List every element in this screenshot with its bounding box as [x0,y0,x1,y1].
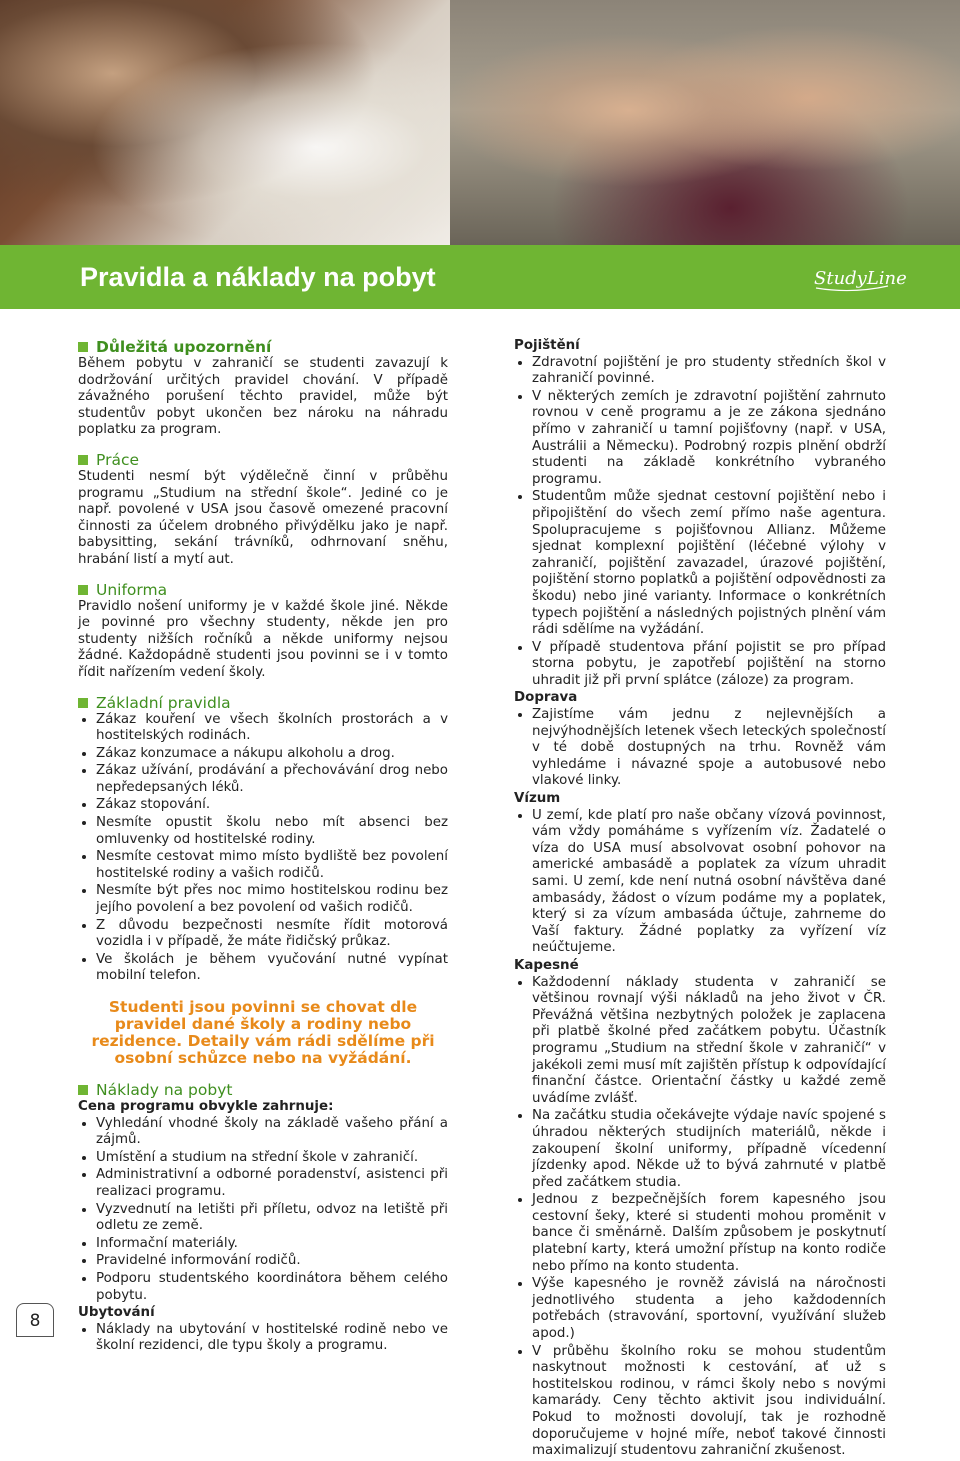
list-item: • Studentům může sjednat cestovní pojištění nebo i připojištění do všech zemí přímo naše agentura. Spolupracujeme s pojišťovnou Allianz. Můžeme sjednat komplexní pojištění (léčebné výlohy v zahraničí, pojištění zavazadel, úrazové pojištění, pojištění storno poplatků a pojištění odpovědnosti za škodu) nebo jiné varianty. Informace o konkrétních typech pojištění a následných pojistných plnění vám rádi sdělíme na vyžádání. [532,489,886,638]
list-item: • Vyhledání vhodné školy na základě vašeho přání a zájmů. [96,1116,448,1149]
subheading: Ubytování [78,1305,155,1321]
accommodation-list [78,1322,448,1355]
list-item: • Nesmíte být přes noc mimo hostitelskou rodinu bez jejího povolení a bez povolení od vašich rodičů. [96,883,448,916]
highlight-note: Studenti jsou povinni se chovat dle pravidel dané školy a rodiny nebo rezidence. Detaily vám rádi sdělíme při osobní schůzce nebo na vyžádání. [91,998,435,1067]
list-item: • V průběhu školního roku se mohou studentům naskytnout možnosti k cestování, ať už s hostitelskou rodinou, v rámci školy nebo s novými kamarády. Ceny těchto aktivit jsou individuální. Pokud to možnosti dovolují, tak je rozhodně doporučujeme v hojné míře, neboť takové činnosti maximalizují studentovu zahraniční zkušenost. [532,1344,886,1460]
transport-list [514,707,886,790]
paragraph: Studenti nesmí být výdělečně činní v průběhu programu „Studium na střední škole“. Jediné co je např. povolené v USA jsou časově omezené pracovní činnosti za účelem drobného přivýdělku jako je např. babysitting, sekání trávníků, odhrnovaní sněhu, hrabání listí a mytí aut. [78,468,448,567]
list-item: • V některých zemích je zdravotní pojištění zahrnuto rovnou v ceně programu a je ze zákona sjednáno přímo v zahraničí u tamní pojišťovny (např. v USA, Austrálii a Německu). Podrobný rozpis plnění obdrží studenti na základě konkrétního vybraného programu. [532,389,886,489]
square-bullet-icon [78,455,88,465]
section-heading: Základní pravidla [78,694,448,712]
list-item: • Zákaz stopování. [96,797,448,814]
square-bullet-icon [78,698,88,708]
section-heading: Náklady na pobyt [78,1081,448,1099]
paragraph: Pravidlo nošení uniformy je v každé škole jiné. Někde je povinné pro všechny studenty, někde jen pro studenty nižších ročníků a někde uniformy nejsou žádné. Každopádně studenti jsou povinni se i v tomto řídit nařízením vedení školy. [78,598,448,680]
list-item: • Informační materiály. [96,1236,448,1253]
visa-list [514,808,886,957]
insurance-list [514,355,886,690]
list-item: • Zdravotní pojištění je pro studenty středních škol v zahraničí povinné. [532,355,886,388]
list-item: • Ve školách je během vyučování nutné vypínat mobilní telefon. [96,952,448,985]
list-item: • Zajistíme vám jednu z nejlevnějších a nejvýhodnějších letenek všech leteckých společností v té době dostupných na trhu. Rovněž vám vyhledáme i návazné spoje a autobusové nebo vlakové linky. [532,707,886,790]
page-title: Pravidla a náklady na pobyt [80,262,436,292]
list-item: • Vyzvednutí na letišti při příletu, odvoz na letiště při odletu ze země. [96,1202,448,1235]
list-item: • V případě studentova přání pojistit se pro případ storna pobytu, je zapotřebí pojištění na storno uhradit již při první splátce (záloze) za program. [532,640,886,690]
pocket-money-list [514,975,886,1460]
list-item: • Zákaz kouření ve všech školních prostorách a v hostitelských rodinách. [96,712,448,745]
section-heading: Práce [78,451,448,469]
svg-text:StudyLine: StudyLine [814,268,907,289]
list-item: • Zákaz užívání, prodávání a přechovávání drog nebo nepředepsaných léků. [96,763,448,796]
list-item: • Jednou z bezpečnějších forem kapesného jsou cestovní šeky, které si studenti mohou proměnit v bance či směnárně. Dalším způsobem je poskytnutí platební karty, která umožní přístup na konto rodiče nebo přímo na konto studenta. [532,1192,886,1275]
subheading: Cena programu obvykle zahrnuje: [78,1099,334,1114]
list-item: • Na začátku studia očekávejte výdaje navíc spojené s úhradou některých studijních materiálů, někde i zakoupení školní uniformy, případně vícedenní jízdenky apod. Někde už to bývá zahrnuté v platbě před začátkem studia. [532,1108,886,1191]
list-item: • Zákaz konzumace a nákupu alkoholu a drog. [96,746,448,763]
section-heading: Důležitá upozornění [78,338,448,356]
left-column [78,338,448,1356]
page-number: 8 [16,1303,54,1337]
paragraph: Během pobytu v zahraničí se studenti zavazují k dodržování určitých pravidel chování. V případě závažného porušení těchto pravidel, může být studentův pobyt ukončen bez nároku na náhradu poplatku za program. [78,356,448,438]
list-item: • Z důvodu bezpečnosti nesmíte řídit motorová vozidla i v případě, že máte řidičský průkaz. [96,918,448,951]
list-item: • Náklady na ubytování v hostitelské rodině nebo ve školní rezidenci, dle typu školy a programu. [96,1322,448,1355]
list-item: • U zemí, kde platí pro naše občany vízová povinnost, vám vždy pomáháme s vyřízením víz. Žadatelé o víza do USA musí absolvovat osobní pohovor na americké ambasádě a poplatek za vízum uhradit sami. U zemí, kde není nutná osobní návštěva dané ambasády, žádost o vízum podáme my a poplatek, který si za vízum ambasáda účtuje, zahrneme do Vaší faktury. Žádné poplatky za vyřízení víz neúčtujeme. [532,808,886,957]
right-column [514,338,886,1461]
subheading: Kapesné [514,957,579,973]
list-item: • Nesmíte cestovat mimo místo bydliště bez povolení hostitelské rodiny a vašich rodičů. [96,849,448,882]
section-heading: Uniforma [78,581,448,599]
rules-list [78,712,448,986]
square-bullet-icon [78,585,88,595]
subheading: Pojištění [514,338,580,353]
subheading: Vízum [514,791,561,807]
photo-students-studying [0,0,450,245]
subheading: Doprava [514,690,578,706]
header-photos [0,0,960,245]
costs-list [78,1116,448,1305]
list-item: • Umístění a studium na střední škole v zahraničí. [96,1150,448,1167]
list-item: • Podporu studentského koordinátora během celého pobytu. [96,1271,448,1304]
list-item: • Výše kapesného je rovněž závislá na náročnosti jednotlivého studenta a jeho každodenních potřebách (stravování, sportovní, využívání služeb apod.) [532,1276,886,1342]
list-item: • Administrativní a odborné poradenství, asistenci při realizaci programu. [96,1167,448,1200]
list-item: • Každodenní náklady studenta v zahraničí se většinou rovnají výši nákladů na jeho život v ČR. Převážná většina nezbytných položek je zaplacena při platbě školné před začátkem pobytu. Účastník programu „Studium na střední škole v zahraničí“ v jakékoli zemi musí mít zajištěn přístup k odpovídající finanční částce. Orientační částky u každé země uvádíme zvlášť. [532,975,886,1108]
studyline-logo [812,258,907,298]
photo-group-of-girls [450,0,960,245]
square-bullet-icon [78,1085,88,1095]
list-item: • Nesmíte opustit školu nebo mít absenci bez omluvenky od hostitelské rodiny. [96,815,448,848]
list-item: • Pravidelné informování rodičů. [96,1253,448,1270]
square-bullet-icon [78,342,88,352]
